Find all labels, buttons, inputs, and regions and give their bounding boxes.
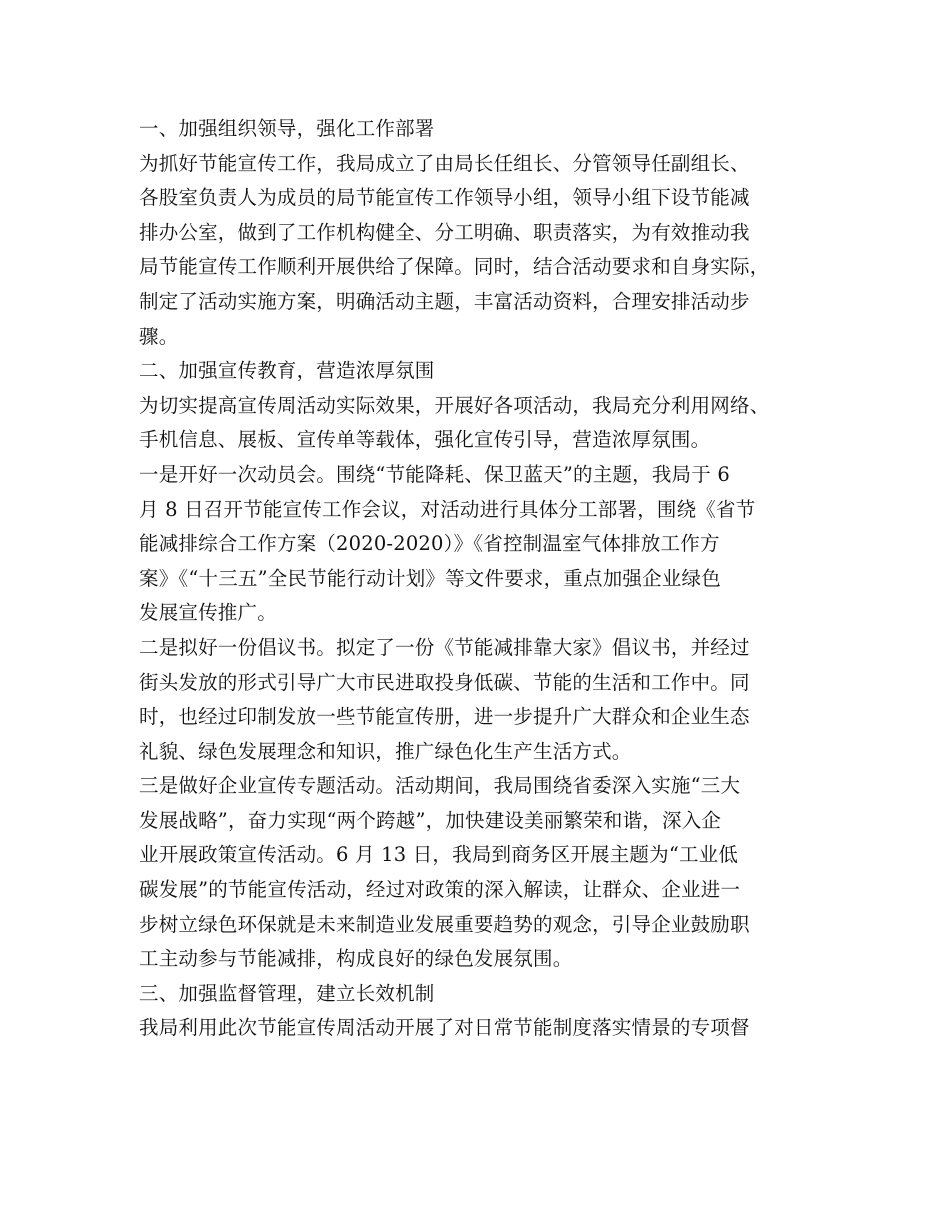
paragraph-line: 发展战略”，奋力实现“两个跨越”，加快建设美丽繁荣和谐，深入企 (139, 808, 722, 832)
paragraph-line: 能减排综合工作方案（2020-2020）》《省控制温室气体排放工作方 (139, 532, 720, 556)
paragraph-line: 月 8 日召开节能宣传工作会议，对活动进行具体分工部署，围绕《省节 (139, 497, 756, 521)
paragraph-line: 各股室负责人为成员的局节能宣传工作领导小组，领导小组下设节能减 (139, 186, 750, 210)
section-heading-1: 一、加强组织领导，强化工作部署 (139, 117, 435, 140)
paragraph-line: 二是拟好一份倡议书。拟定了一份《节能减排靠大家》倡议书，并经过 (139, 635, 750, 659)
paragraph-line: 街头发放的形式引导广大市民进取投身低碳、节能的生活和工作中。同 (139, 670, 750, 694)
paragraph-line: 手机信息、展板、宣传单等载体，强化宣传引导，营造浓厚氛围。 (139, 428, 711, 452)
paragraph-line: 礼貌、绿色发展理念和知识，推广绿色化生产生活方式。 (139, 739, 632, 763)
paragraph-line: 业开展政策宣传活动。6 月 13 日，我局到商务区开展主题为“工业低 (139, 843, 739, 867)
paragraph-line: 三是做好企业宣传专题活动。活动期间，我局围绕省委深入实施“三大 (139, 774, 741, 798)
paragraph-line: 时，也经过印制发放一些节能宣传册，进一步提升广大群众和企业生态 (139, 705, 750, 729)
paragraph-line: 为抓好节能宣传工作，我局成立了由局长任组长、分管领导任副组长、 (139, 151, 750, 175)
paragraph-line: 发展宣传推广。 (139, 601, 277, 625)
paragraph-line: 排办公室，做到了工作机构健全、分工明确、职责落实，为有效推动我 (139, 220, 750, 244)
paragraph-line: 一是开好一次动员会。围绕“节能降耗、保卫蓝天”的主题，我局于 6 (139, 462, 730, 486)
paragraph-line: 碳发展”的节能宣传活动，经过对政策的深入解读，让群众、企业进一 (139, 878, 741, 902)
section-heading-3: 三、加强监督管理，建立长效机制 (139, 981, 435, 1005)
paragraph-line: 为切实提高宣传周活动实际效果，开展好各项活动，我局充分利用网络、 (139, 393, 770, 417)
paragraph-line: 案》《“十三五”全民节能行动计划》等文件要求，重点加强企业绿色 (139, 566, 721, 590)
paragraph-line: 步树立绿色环保就是未来制造业发展重要趋势的观念，引导企业鼓励职 (139, 912, 750, 936)
paragraph-line: 骤。 (139, 324, 179, 348)
paragraph-line: 工主动参与节能减排，构成良好的绿色发展氛围。 (139, 947, 573, 971)
paragraph-line: 我局利用此次节能宣传周活动开展了对日常节能制度落实情景的专项督 (139, 1016, 750, 1040)
document-body (139, 112, 839, 1046)
section-heading-2: 二、加强宣传教育，营造浓厚氛围 (139, 359, 435, 383)
paragraph-line: 局节能宣传工作顺利开展供给了保障。同时，结合活动要求和自身实际， (139, 255, 770, 279)
paragraph-line: 制定了活动实施方案，明确活动主题，丰富活动资料，合理安排活动步 (139, 289, 750, 313)
